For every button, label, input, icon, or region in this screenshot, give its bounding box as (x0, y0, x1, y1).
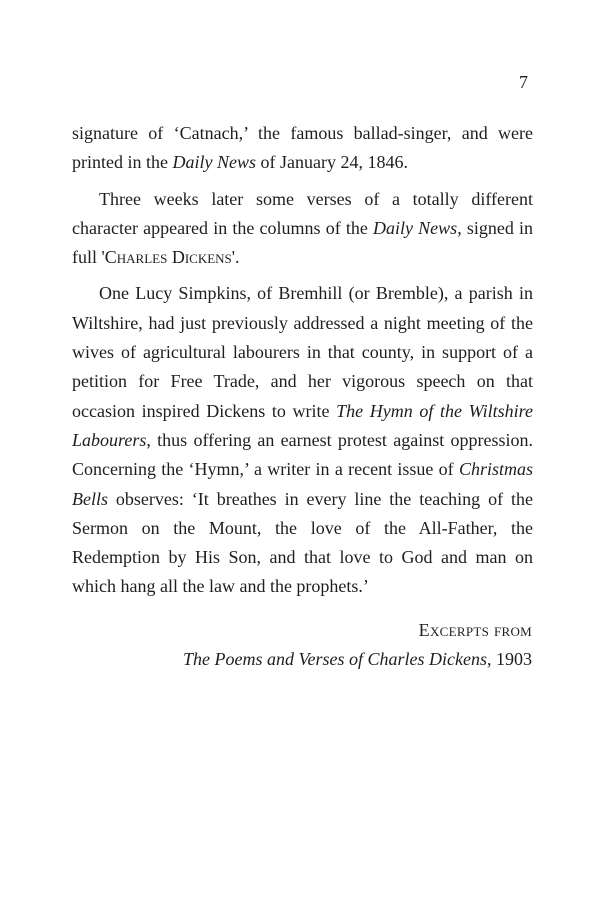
attribution-label: Excerpts from (418, 620, 532, 640)
paragraph (72, 185, 533, 273)
text-run: '. (231, 247, 240, 268)
text-run: of January 24, 1846. (255, 152, 408, 173)
paragraph (72, 119, 533, 178)
publication-title: Christmas Bells (72, 459, 533, 509)
text-run: One Lucy Simpkins, of Bremhill (or Bremble), a parish in Wiltshire, had just previously addressed a night meeting of the wives of agricultural labourers in that county, in support of a petition for Free Trade, and her vigorous speech on that occasion inspired Dickens to write (72, 283, 533, 421)
author-name: Charles Dickens (104, 247, 232, 268)
attribution-source (183, 645, 532, 674)
source-year: , 1903 (487, 649, 532, 670)
text-run: , thus offering an earnest protest against oppression. Concerning the ‘Hymn,’ a writer in a recent issue of (72, 429, 533, 480)
source-title: The Poems and Verses of Charles Dickens (183, 649, 487, 670)
page-number: 7 (519, 72, 528, 92)
paragraph (72, 279, 533, 601)
text-run: observes: ‘It breathes in every line the teaching of the Sermon on the Mount, the love of the All-Father, the Redemption by His Son, and that love to God and man on which hang all the law and the prophets.’ (72, 488, 533, 597)
work-title: The Hymn of the Wiltshire Labourers (72, 400, 533, 450)
body-text (72, 119, 533, 609)
publication-title: Daily News (172, 152, 256, 173)
publication-title: Daily News (373, 217, 458, 238)
text-run: signature of ‘Catnach,’ the famous ballad-singer, and were printed in the (72, 123, 533, 173)
text-run: , signed in full ' (72, 217, 534, 268)
attribution (183, 616, 532, 675)
text-run: Three weeks later some verses of a totally different character appeared in the columns of the (72, 188, 533, 238)
